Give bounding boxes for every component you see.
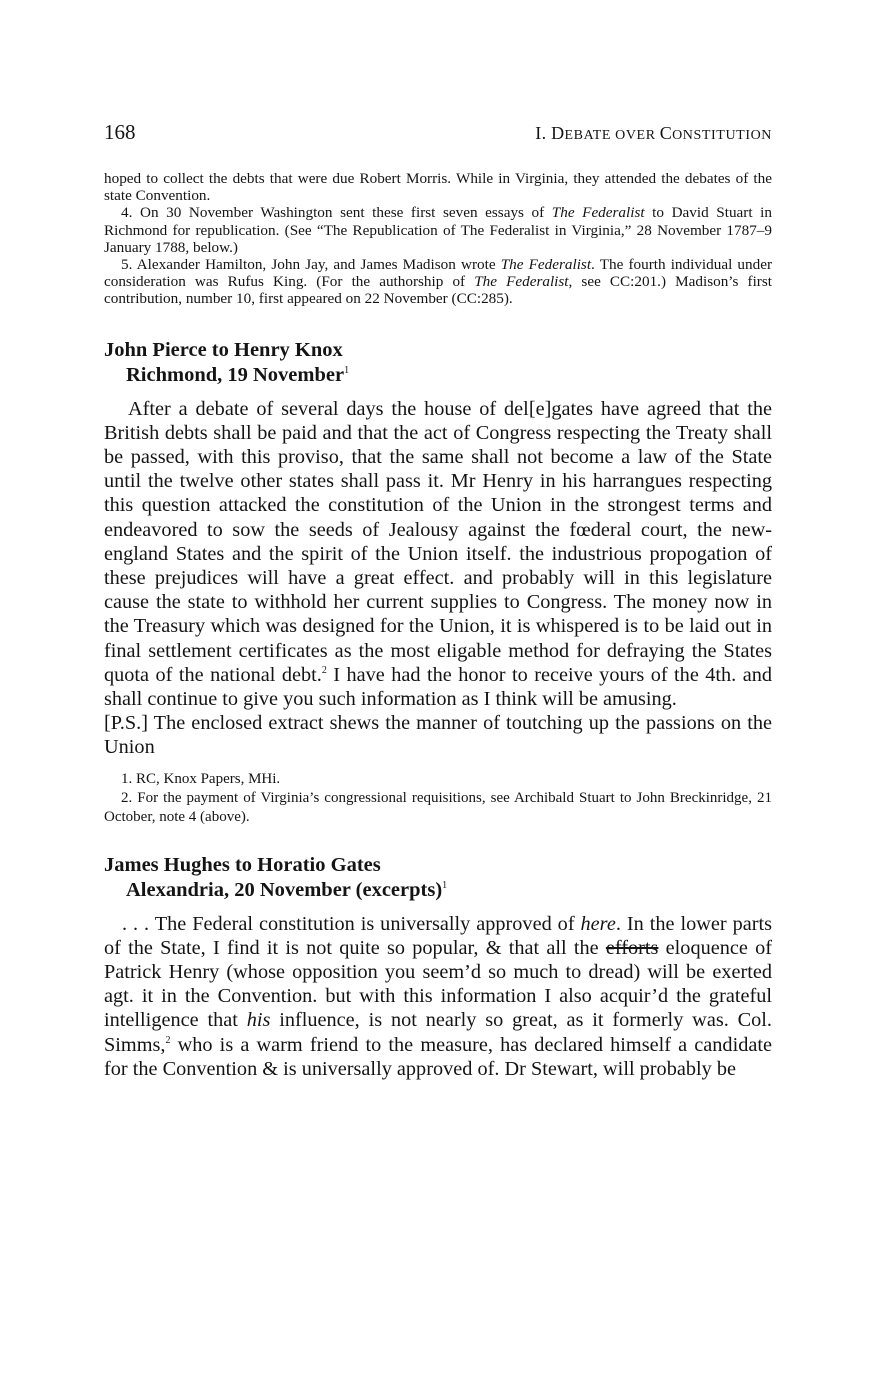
editorial-notes (104, 170, 772, 308)
footnote-2: 2. For the payment of Virginia’s congressional requisitions, see Archibald Stuart to John Breckinridge, 21 October, note 4 (above). (104, 789, 772, 825)
page (104, 120, 772, 1081)
footnote-ref: 1 (344, 364, 350, 376)
letter-1-postscript: [P.S.] The enclosed extract shews the manner of toutching up the passions on the Union (104, 712, 772, 759)
footnote-1: 1. RC, Knox Papers, MHi. (121, 770, 281, 787)
letter-2-paragraph: . . . The Federal constitution is universally approved of here. In the lower parts of the State, I find it is not quite so popular, & that all the efforts eloquence of Patrick Henry (whose opposition you seem’d so much to dread) will be exerted agt. it in the Convention. but with this information I also acquir’d the grateful intelligence that his influence, is not nearly so great, as it formerly was. Col. Simms,$^2$ who is a warm friend to the measure, has declared himself a candidate for the Convention & is universally approved of. Dr Stewart, will probably be (104, 912, 773, 1080)
letter-1-title: John Pierce to Henry Knox (104, 338, 343, 361)
running-head (104, 120, 772, 156)
note-3-continuation: hoped to collect the debts that were due Robert Morris. While in Virginia, they attended the debates of the state Convention. (104, 170, 772, 205)
letter-1-paragraph: After a debate of several days the house of del[e]gates have agreed that the British debts shall be paid and that the act of Congress respecting the Treaty shall be passed, with this proviso, that the same shall not become a law of the State until the twelve other states shall pass it. Mr Henry in his harrangues respecting this question attacked the constitution of the Union in the strongest terms and endeavored to sow the seeds of Jealousy against the fœderal court, the new-england States and the spirit of the Union itself. the industrious propogation of these prejudices will have a great effect. and probably will in this legislature cause the state to withhold her current supplies to Congress. The money now in the Treasury which was designed for the Union, it is whispered is to be laid out in final settlement certificates as the most eligable method for defraying the States quota of the national debt.$^2$ I have had the honor to receive yours of the 4th. and shall continue to give you such information as I think will be amusing. (104, 397, 772, 711)
section-title: I. DEBATE OVER CONSTITUTION (535, 123, 772, 143)
page-number: 168 (104, 120, 136, 144)
footnote-ref: 2 (321, 665, 327, 677)
letter-1-place-date: Richmond, 19 November$^1$ (126, 363, 350, 386)
letter-2-place-date: Alexandria, 20 November (excerpts)$^1$ (126, 878, 448, 901)
letter-2-body (104, 912, 772, 1081)
letter-1-heading (104, 338, 772, 388)
struck-word: efforts (605, 936, 659, 959)
letter-2-heading (104, 853, 772, 903)
letter-1-body (104, 397, 772, 760)
letter-2-title: James Hughes to Horatio Gates (104, 853, 381, 876)
note-4: 4. On 30 November Washington sent these first seven essays of The Federalist to David Stuart in Richmond for republication. (See “The Republication of The Federalist in Virginia,” 28 November 1787–9 January 1788, below.) (104, 204, 772, 256)
note-5: 5. Alexander Hamilton, John Jay, and James Madison wrote The Federalist. The fourth individual under consideration was Rufus King. (For the authorship of The Federalist, see CC:201.) Madison’s first contribution, number 10, first appeared on 22 November (CC:285). (104, 256, 772, 308)
footnote-ref: 1 (442, 879, 448, 891)
letter-1-footnotes (104, 770, 772, 827)
footnote-ref: 2 (165, 1034, 171, 1046)
